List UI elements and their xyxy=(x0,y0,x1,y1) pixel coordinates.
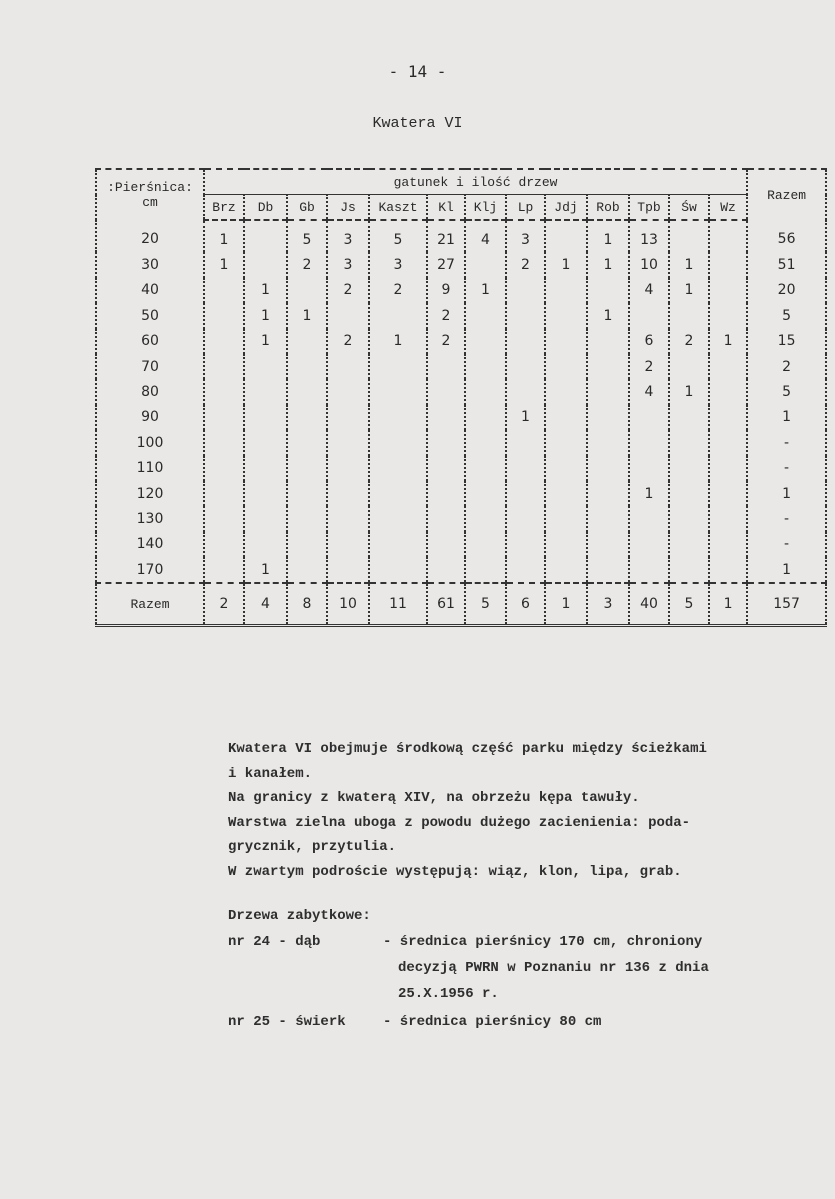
count-cell xyxy=(709,430,747,455)
section-title: Kwatera VI xyxy=(372,115,463,132)
count-cell xyxy=(204,532,244,557)
count-cell xyxy=(465,303,506,328)
row-total-cell: 5 xyxy=(747,379,826,404)
species-total-cell: 40 xyxy=(629,583,669,626)
count-cell: 1 xyxy=(244,303,287,328)
count-cell xyxy=(327,303,369,328)
diameter-cell: 100 xyxy=(96,430,204,455)
total-header: Razem xyxy=(747,169,826,220)
species-total-cell: 11 xyxy=(369,583,427,626)
count-cell xyxy=(204,481,244,506)
page-number: - 14 - xyxy=(388,62,447,81)
count-cell xyxy=(587,532,629,557)
table-row xyxy=(96,456,826,481)
count-cell xyxy=(709,379,747,404)
diameter-cell: 30 xyxy=(96,252,204,277)
count-cell xyxy=(506,532,545,557)
monument-label: nr 24 - dąb xyxy=(228,934,321,950)
monument-text: - średnica pierśnicy 80 cm xyxy=(383,1014,602,1030)
count-cell xyxy=(465,532,506,557)
count-cell xyxy=(287,405,327,430)
count-cell xyxy=(369,354,427,379)
species-total-cell: 61 xyxy=(427,583,465,626)
count-cell xyxy=(465,557,506,583)
count-cell xyxy=(587,329,629,354)
count-cell: 1 xyxy=(587,303,629,328)
count-cell xyxy=(465,481,506,506)
row-total-cell: 1 xyxy=(747,481,826,506)
count-cell xyxy=(629,303,669,328)
count-cell xyxy=(244,379,287,404)
count-cell xyxy=(427,405,465,430)
count-cell: 10 xyxy=(629,252,669,277)
row-total-cell: 20 xyxy=(747,278,826,303)
diameter-header-label: :Pierśnica: xyxy=(107,180,193,195)
count-cell: 1 xyxy=(709,329,747,354)
count-cell xyxy=(204,557,244,583)
count-cell: 1 xyxy=(669,278,709,303)
count-cell: 2 xyxy=(287,252,327,277)
grand-total-cell: 157 xyxy=(747,583,826,626)
count-cell xyxy=(327,379,369,404)
monument-item xyxy=(228,929,818,955)
count-cell: 1 xyxy=(244,329,287,354)
count-cell: 3 xyxy=(327,220,369,252)
count-cell xyxy=(587,481,629,506)
count-cell xyxy=(506,430,545,455)
count-cell xyxy=(244,430,287,455)
row-total-cell: 2 xyxy=(747,354,826,379)
count-cell xyxy=(327,354,369,379)
species-total-cell: 5 xyxy=(669,583,709,626)
count-cell: 2 xyxy=(427,329,465,354)
diameter-cell: 80 xyxy=(96,379,204,404)
diameter-cell: 20 xyxy=(96,220,204,252)
count-cell xyxy=(709,220,747,252)
count-cell xyxy=(587,430,629,455)
count-cell xyxy=(427,430,465,455)
count-cell: 1 xyxy=(204,252,244,277)
count-cell: 1 xyxy=(244,557,287,583)
count-cell xyxy=(669,303,709,328)
count-cell xyxy=(369,481,427,506)
count-cell xyxy=(709,532,747,557)
monument-text: - średnica pierśnicy 170 cm, chroniony xyxy=(383,934,703,950)
species-total-cell: 8 xyxy=(287,583,327,626)
count-cell xyxy=(669,506,709,531)
count-cell: 1 xyxy=(545,252,587,277)
count-cell xyxy=(669,456,709,481)
count-cell xyxy=(669,557,709,583)
diameter-cell: 110 xyxy=(96,456,204,481)
count-cell xyxy=(244,481,287,506)
diameter-cell: 140 xyxy=(96,532,204,557)
table-row xyxy=(96,430,826,455)
table-row xyxy=(96,354,826,379)
totals-row xyxy=(96,583,826,626)
count-cell xyxy=(545,220,587,252)
count-cell xyxy=(587,278,629,303)
count-cell xyxy=(327,430,369,455)
species-total-cell: 1 xyxy=(709,583,747,626)
description-line: Na granicy z kwaterą XIV, na obrzeżu kępa tawuły. xyxy=(228,790,640,806)
table-row xyxy=(96,252,826,277)
species-total-cell: 3 xyxy=(587,583,629,626)
count-cell: 13 xyxy=(629,220,669,252)
count-cell xyxy=(669,220,709,252)
count-cell xyxy=(369,430,427,455)
count-cell xyxy=(287,278,327,303)
count-cell xyxy=(506,303,545,328)
table-row xyxy=(96,405,826,430)
diameter-header xyxy=(96,169,204,220)
diameter-cell: 40 xyxy=(96,278,204,303)
species-header: Db xyxy=(244,195,287,221)
count-cell xyxy=(244,532,287,557)
species-header: Św xyxy=(669,195,709,221)
count-cell xyxy=(287,354,327,379)
count-cell: 2 xyxy=(327,329,369,354)
species-total-cell: 4 xyxy=(244,583,287,626)
monument-item xyxy=(228,1009,818,1035)
count-cell xyxy=(369,557,427,583)
count-cell xyxy=(506,354,545,379)
count-cell xyxy=(506,379,545,404)
count-cell xyxy=(629,405,669,430)
count-cell: 2 xyxy=(506,252,545,277)
count-cell: 27 xyxy=(427,252,465,277)
row-total-cell: - xyxy=(747,456,826,481)
species-header: Js xyxy=(327,195,369,221)
table-row xyxy=(96,379,826,404)
count-cell xyxy=(669,481,709,506)
diameter-cell: 130 xyxy=(96,506,204,531)
count-cell: 1 xyxy=(629,481,669,506)
diameter-cell: 50 xyxy=(96,303,204,328)
count-cell xyxy=(244,220,287,252)
count-cell: 1 xyxy=(465,278,506,303)
count-cell xyxy=(709,278,747,303)
count-cell xyxy=(204,278,244,303)
species-header: Rob xyxy=(587,195,629,221)
diameter-unit: cm xyxy=(142,195,158,210)
row-total-cell: 5 xyxy=(747,303,826,328)
count-cell xyxy=(427,456,465,481)
count-cell xyxy=(709,252,747,277)
count-cell xyxy=(204,506,244,531)
count-cell xyxy=(506,278,545,303)
row-total-cell: - xyxy=(747,430,826,455)
count-cell: 9 xyxy=(427,278,465,303)
table-row xyxy=(96,303,826,328)
count-cell xyxy=(287,456,327,481)
count-cell xyxy=(327,532,369,557)
count-cell xyxy=(369,532,427,557)
count-cell xyxy=(465,456,506,481)
count-cell: 21 xyxy=(427,220,465,252)
count-cell xyxy=(545,506,587,531)
count-cell xyxy=(506,456,545,481)
count-cell xyxy=(629,456,669,481)
count-cell xyxy=(545,329,587,354)
count-cell: 1 xyxy=(587,220,629,252)
row-total-cell: 56 xyxy=(747,220,826,252)
count-cell xyxy=(545,278,587,303)
table-row xyxy=(96,329,826,354)
tally-body xyxy=(96,220,826,583)
count-cell xyxy=(629,506,669,531)
species-header: Wz xyxy=(709,195,747,221)
count-cell xyxy=(629,430,669,455)
quarter-description xyxy=(228,737,818,884)
count-cell xyxy=(545,481,587,506)
count-cell xyxy=(327,405,369,430)
count-cell xyxy=(629,532,669,557)
table-row xyxy=(96,506,826,531)
diameter-cell: 170 xyxy=(96,557,204,583)
species-total-cell: 6 xyxy=(506,583,545,626)
count-cell: 1 xyxy=(669,252,709,277)
count-cell xyxy=(369,379,427,404)
description-line: Warstwa zielna uboga z powodu dużego zacienienia: poda- xyxy=(228,814,691,831)
description-line: grycznik, przytulia. xyxy=(228,839,397,855)
table-row xyxy=(96,481,826,506)
count-cell: 2 xyxy=(369,278,427,303)
count-cell: 1 xyxy=(587,252,629,277)
row-total-cell: - xyxy=(747,506,826,531)
count-cell xyxy=(244,506,287,531)
count-cell: 4 xyxy=(629,278,669,303)
species-total-cell: 5 xyxy=(465,583,506,626)
table-row xyxy=(96,557,826,583)
count-cell xyxy=(427,506,465,531)
count-cell xyxy=(669,532,709,557)
count-cell xyxy=(669,405,709,430)
species-header: Kaszt xyxy=(369,195,427,221)
count-cell xyxy=(369,303,427,328)
count-cell xyxy=(244,354,287,379)
count-cell xyxy=(669,430,709,455)
count-cell: 3 xyxy=(506,220,545,252)
count-cell xyxy=(587,379,629,404)
count-cell xyxy=(427,379,465,404)
count-cell xyxy=(327,456,369,481)
monument-text: decyzją PWRN w Poznaniu nr 136 z dnia xyxy=(398,960,709,976)
count-cell xyxy=(287,379,327,404)
species-header: Jdj xyxy=(545,195,587,221)
tree-tally-table-wrapper xyxy=(95,168,825,627)
species-header: Kl xyxy=(427,195,465,221)
count-cell xyxy=(327,557,369,583)
count-cell: 2 xyxy=(427,303,465,328)
count-cell xyxy=(545,430,587,455)
count-cell xyxy=(545,456,587,481)
species-header-row xyxy=(96,195,826,221)
count-cell: 5 xyxy=(369,220,427,252)
count-cell xyxy=(709,506,747,531)
count-cell xyxy=(465,252,506,277)
monument-label: nr 25 - świerk xyxy=(228,1014,346,1030)
count-cell xyxy=(709,303,747,328)
species-header: Tpb xyxy=(629,195,669,221)
count-cell xyxy=(545,303,587,328)
count-cell: 1 xyxy=(204,220,244,252)
count-cell: 6 xyxy=(629,329,669,354)
count-cell: 1 xyxy=(506,405,545,430)
count-cell xyxy=(545,405,587,430)
count-cell: 3 xyxy=(369,252,427,277)
count-cell xyxy=(427,481,465,506)
count-cell xyxy=(465,329,506,354)
count-cell xyxy=(427,532,465,557)
table-row xyxy=(96,532,826,557)
species-total-cell: 2 xyxy=(204,583,244,626)
count-cell xyxy=(204,303,244,328)
count-cell xyxy=(545,354,587,379)
count-cell xyxy=(244,252,287,277)
count-cell xyxy=(709,405,747,430)
species-total-cell: 10 xyxy=(327,583,369,626)
count-cell: 1 xyxy=(244,278,287,303)
count-cell xyxy=(669,354,709,379)
count-cell xyxy=(709,481,747,506)
count-cell xyxy=(287,532,327,557)
species-header: Klj xyxy=(465,195,506,221)
count-cell xyxy=(287,329,327,354)
species-header: Lp xyxy=(506,195,545,221)
count-cell xyxy=(709,557,747,583)
count-cell: 2 xyxy=(629,354,669,379)
count-cell xyxy=(465,506,506,531)
table-row xyxy=(96,278,826,303)
count-cell xyxy=(287,481,327,506)
monument-text: 25.X.1956 r. xyxy=(398,986,499,1002)
species-header: Brz xyxy=(204,195,244,221)
count-cell xyxy=(709,354,747,379)
count-cell: 1 xyxy=(287,303,327,328)
row-total-cell: 15 xyxy=(747,329,826,354)
count-cell: 3 xyxy=(327,252,369,277)
species-total-cell: 1 xyxy=(545,583,587,626)
species-header: Gb xyxy=(287,195,327,221)
count-cell xyxy=(587,456,629,481)
count-cell xyxy=(204,430,244,455)
diameter-cell: 120 xyxy=(96,481,204,506)
diameter-cell: 90 xyxy=(96,405,204,430)
diameter-cell: 60 xyxy=(96,329,204,354)
totals-label: Razem xyxy=(96,583,204,626)
count-cell: 5 xyxy=(287,220,327,252)
row-total-cell: 1 xyxy=(747,557,826,583)
count-cell: 2 xyxy=(669,329,709,354)
count-cell: 4 xyxy=(629,379,669,404)
count-cell xyxy=(287,557,327,583)
row-total-cell: 1 xyxy=(747,405,826,430)
count-cell xyxy=(587,506,629,531)
description-line: W zwartym podroście występują: wiąz, klon, lipa, grab. xyxy=(228,863,682,880)
count-cell xyxy=(465,379,506,404)
count-cell xyxy=(545,379,587,404)
count-cell: 2 xyxy=(327,278,369,303)
count-cell xyxy=(369,405,427,430)
count-cell xyxy=(369,456,427,481)
diameter-cell: 70 xyxy=(96,354,204,379)
monument-trees xyxy=(228,903,818,1035)
count-cell xyxy=(327,506,369,531)
count-cell xyxy=(204,456,244,481)
count-cell xyxy=(629,557,669,583)
count-cell xyxy=(587,354,629,379)
count-cell xyxy=(465,430,506,455)
count-cell: 4 xyxy=(465,220,506,252)
count-cell xyxy=(506,557,545,583)
count-cell xyxy=(506,481,545,506)
count-cell xyxy=(709,456,747,481)
count-cell xyxy=(506,506,545,531)
count-cell xyxy=(427,557,465,583)
count-cell xyxy=(204,329,244,354)
count-cell xyxy=(287,506,327,531)
count-cell xyxy=(465,405,506,430)
count-cell: 1 xyxy=(669,379,709,404)
count-cell xyxy=(545,532,587,557)
count-cell xyxy=(545,557,587,583)
row-total-cell: - xyxy=(747,532,826,557)
count-cell xyxy=(204,379,244,404)
count-cell xyxy=(327,481,369,506)
count-cell xyxy=(587,557,629,583)
count-cell xyxy=(369,506,427,531)
count-cell xyxy=(204,405,244,430)
description-line: i kanałem. xyxy=(228,765,313,782)
count-cell xyxy=(204,354,244,379)
count-cell xyxy=(587,405,629,430)
count-cell xyxy=(244,405,287,430)
table-row xyxy=(96,220,826,252)
description-line: Kwatera VI obejmuje środkową część parku między ścieżkami xyxy=(228,741,707,757)
monument-trees-title: Drzewa zabytkowe: xyxy=(228,908,371,924)
species-group-header: gatunek i ilość drzew xyxy=(204,169,747,195)
count-cell xyxy=(244,456,287,481)
count-cell xyxy=(506,329,545,354)
count-cell: 1 xyxy=(369,329,427,354)
count-cell xyxy=(287,430,327,455)
tree-tally-table xyxy=(95,168,827,627)
row-total-cell: 51 xyxy=(747,252,826,277)
count-cell xyxy=(427,354,465,379)
count-cell xyxy=(465,354,506,379)
